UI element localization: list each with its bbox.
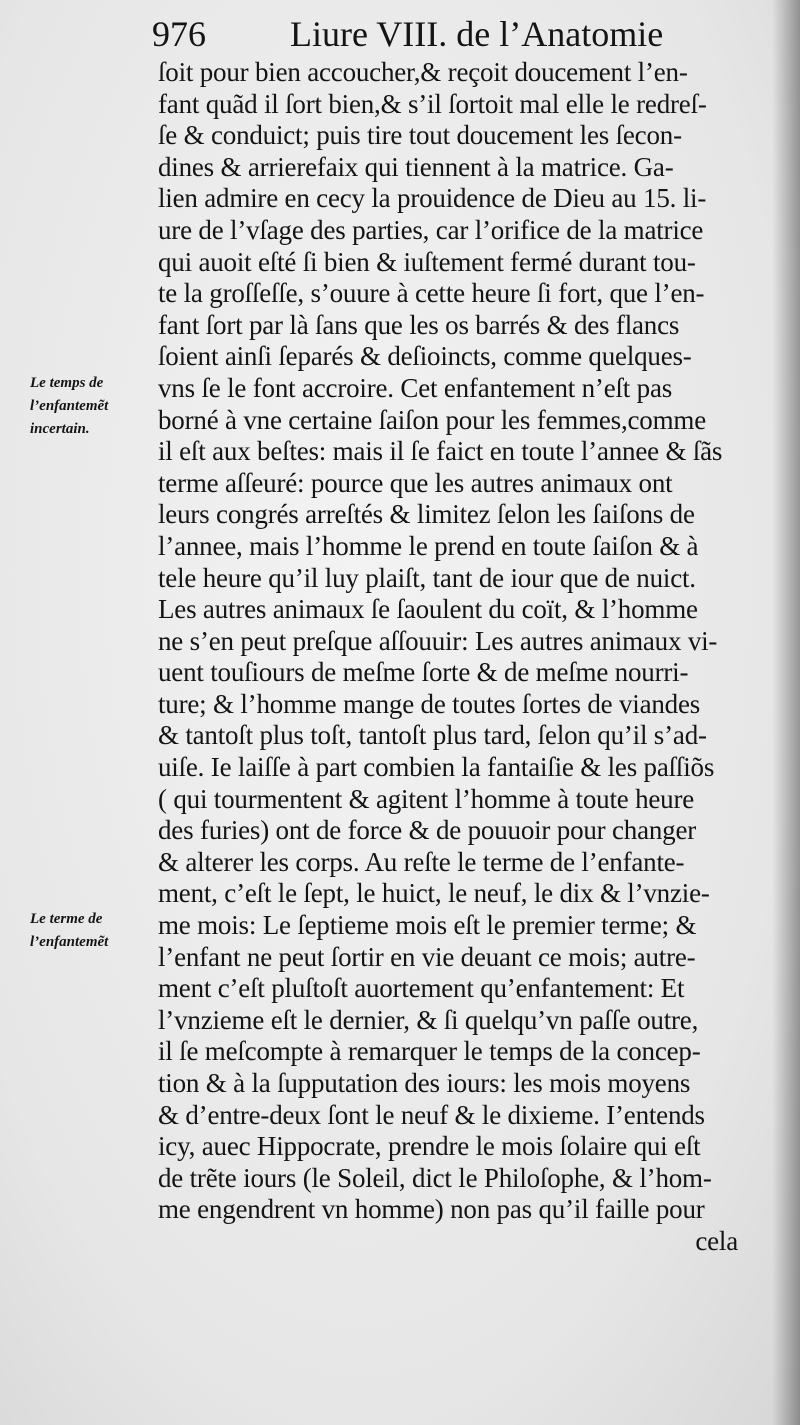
text-line: l’vnzieme eſt le dernier, & ſi quelqu’vn paſſe outre, bbox=[158, 1004, 699, 1035]
running-title: Liure VIII. de l’Anatomie bbox=[290, 14, 664, 54]
text-line: & d’entre-deux ſont le neuf & le dixieme. I’entends bbox=[158, 1099, 705, 1130]
text-line: fant quãd il ſort bien,& s’il ſortoit mal elle le redreſ- bbox=[158, 88, 707, 119]
text-line: ne s’en peut preſque aſſouuir: Les autres animaux vi- bbox=[158, 625, 718, 656]
text-line: leurs congrés arreſtés & limitez ſelon les ſaiſons de bbox=[158, 499, 695, 530]
text-line: ment c’eſt pluſtoſt auortement qu’enfantement: Et bbox=[158, 973, 685, 1004]
text-line: des furies) ont de force & de pouuoir pour changer bbox=[158, 815, 697, 846]
body-text bbox=[158, 57, 740, 1258]
page-edge-shadow bbox=[772, 0, 800, 1425]
text-line: me engendrent vn homme) non pas qu’il faille pour bbox=[158, 1194, 705, 1225]
text-line: ture; & l’homme mange de toutes ſortes de viandes bbox=[158, 688, 701, 719]
text-line: uent touſiours de meſme ſorte & de meſme nourri- bbox=[158, 657, 689, 688]
text-line: te la groſſeſſe, s’ouure à cette heure ſi fort, que l’en- bbox=[158, 278, 705, 309]
text-line: uiſe. Ie laiſſe à part combien la fantaiſie & les paſſiõs bbox=[158, 752, 715, 783]
text-line: ſoit pour bien accoucher,& reçoit doucement l’en- bbox=[158, 57, 688, 87]
catchword: cela bbox=[695, 1225, 738, 1256]
margin-note-line: l’enfantemẽt bbox=[30, 934, 109, 950]
margin-note-terme bbox=[30, 906, 158, 956]
margin-note-line: Le terme de bbox=[30, 911, 103, 927]
margin-note-line: incertain. bbox=[30, 421, 90, 437]
text-line: ſoient ainſi ſeparés & deſioincts, comme quelques- bbox=[158, 341, 692, 372]
text-line: tion & à la ſupputation des iours: les mois moyens bbox=[158, 1068, 691, 1098]
text-line: l’enfant ne peut ſortir en vie deuant ce mois; autre- bbox=[158, 941, 696, 972]
running-head bbox=[150, 8, 710, 60]
text-line: & alterer les corps. Au reſte le terme de l’enfante- bbox=[158, 846, 685, 877]
text-line: dines & arrierefaix qui tiennent à la matrice. Ga- bbox=[158, 151, 674, 182]
text-line: ( qui tourmentent & agitent l’homme à toute heure bbox=[158, 783, 695, 814]
margin-note-temps bbox=[30, 370, 158, 443]
text-line: fant ſort par là ſans que les os barrés & des flancs bbox=[158, 309, 680, 340]
text-line: l’annee, mais l’homme le prend en toute ſaiſon & à bbox=[158, 530, 699, 561]
text-line: lien admire en cecy la prouidence de Dieu au 15. li- bbox=[158, 183, 707, 214]
text-line: tele heure qu’il luy plaiſt, tant de iour que de nuict. bbox=[158, 562, 696, 593]
text-line: Les autres animaux ſe ſaoulent du coït, & l’homme bbox=[158, 594, 698, 625]
text-line: qui auoit eſté ſi bien & iuſtement fermé durant tou- bbox=[158, 246, 696, 277]
margin-note-line: l’enfantemẽt bbox=[30, 398, 109, 414]
text-line: ure de l’vſage des parties, car l’orifice de la matrice bbox=[158, 214, 704, 245]
text-line: icy, auec Hippocrate, prendre le mois ſolaire qui eſt bbox=[158, 1131, 701, 1162]
text-line: ment, c’eſt le ſept, le huict, le neuf, le dix & l’vnzie- bbox=[158, 878, 710, 909]
text-line: de trẽte iours (le Soleil, dict le Philoſophe, & l’hom- bbox=[158, 1162, 712, 1193]
margin-note-line: Le temps de bbox=[30, 375, 104, 391]
text-line: me mois: Le ſeptieme mois eſt le premier terme; & bbox=[158, 910, 697, 941]
text-line: vns ſe le font accroire. Cet enfantement n’eſt pas bbox=[158, 372, 673, 403]
text-line: il eſt aux beſtes: mais il ſe faict en toute l’annee & ſãs bbox=[158, 436, 723, 467]
text-line: & tantoſt plus toſt, tantoſt plus tard, ſelon qu’il s’ad- bbox=[158, 720, 707, 751]
text-line: ſe & conduict; puis tire tout doucement les ſecon- bbox=[158, 120, 682, 151]
text-line: terme aſſeuré: pource que les autres animaux ont bbox=[158, 467, 673, 498]
page-number: 976 bbox=[152, 14, 206, 54]
text-line: il ſe meſcompte à remarquer le temps de la concep- bbox=[158, 1036, 701, 1067]
text-line: borné à vne certaine ſaiſon pour les femmes,comme bbox=[158, 404, 706, 435]
